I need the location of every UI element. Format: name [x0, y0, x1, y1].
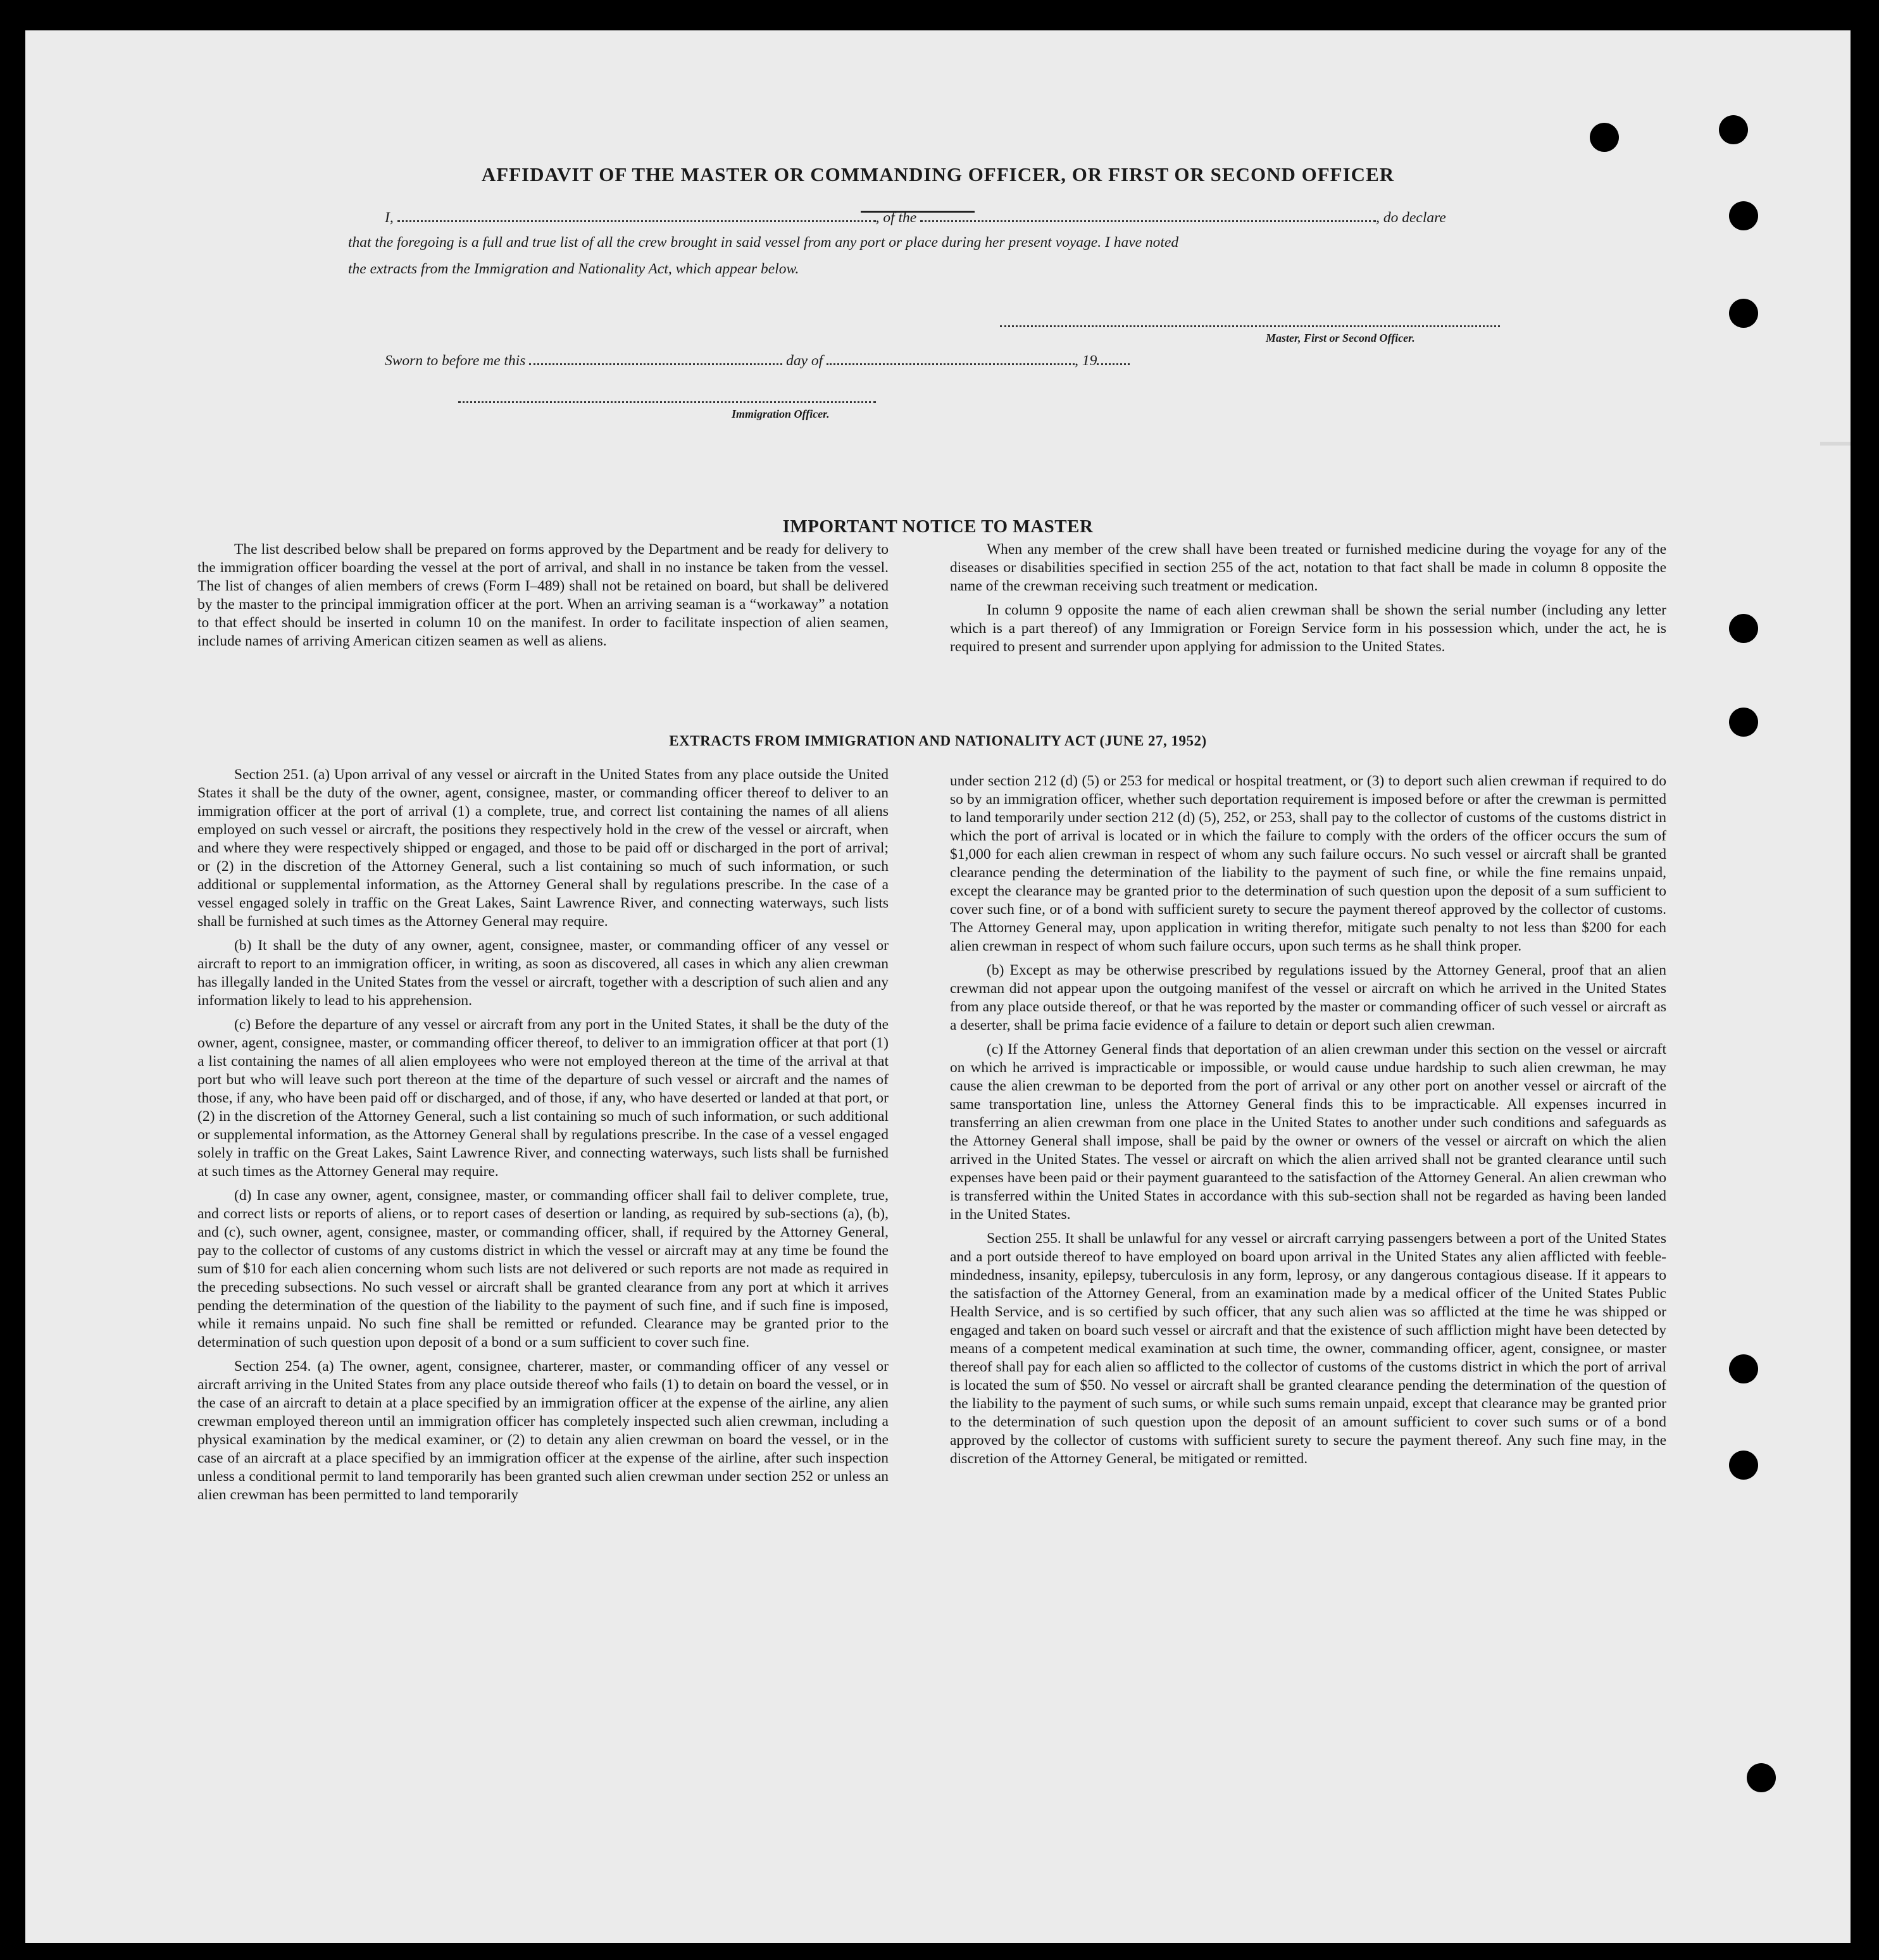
officer-signature-line[interactable] [458, 401, 876, 403]
sworn-month-field[interactable] [827, 352, 1075, 365]
year-label: , 19 [1075, 353, 1097, 369]
act-paragraph: Section 255. It shall be unlawful for any vessel or aircraft carrying passengers between a port of the United States and a port outside thereof to have employed on board upon arrival in the United States any alien afflicted with feeble-mindedness, insanity, epilepsy, tuberculosis in any form, leprosy, or any dangerous contagious disease. If it appears to the satisfaction of the Attorney General, from an examination made by a medical officer of the United States Public Health Service, and is so certified by such officer, that any such alien was so afflicted at the time he was shipped or engaged and taken on board such vessel or aircraft and that the existence of such affliction might have been detected by means of a competent medical examination at such time, the owner, commanding officer, agent, consignee, or master thereof shall pay for each alien so afflicted to the collector of customs of the customs district in which the port of arrival is located the sum of $50. No vessel or aircraft shall be granted clearance pending the determination of the question of the liability to the payment of such sums, or while such sums remain unpaid, except that clearance may be granted prior to the determination of such question upon the deposit of an amount sufficient to cover such sums or of a bond approved by the collector of customs with sufficient surety to secure the payment thereof. Any such fine may, in the discretion of the Attorney General, be mitigated or remitted. [950, 1230, 1666, 1467]
act-paragraph: Section 251. (a) Upon arrival of any vessel or aircraft in the United States from any place outside the United States it shall be the duty of the owner, agent, consignee, master, or commanding officer thereof to deliver to an immigration officer at the port of arrival (1) a complete, true, and correct list containing the names of all aliens employed on such vessel or aircraft, the positions they respectively hold in the crew of the vessel or aircraft, when and where they were respectively shipped or engaged, and those to be paid off or discharged in the port of arrival; or (2) in the discretion of the Attorney General, such a list containing so much of such information, or such additional or supplemental information, as the Attorney General shall by regulations prescribe. In the case of a vessel engaged solely in traffic on the Great Lakes, Saint Lawrence River, and connecting waterways, such lists shall be furnished at such times as the Attorney General may require. [197, 766, 889, 930]
declarant-line [385, 209, 1519, 227]
extracts-left-column [197, 766, 889, 1510]
binder-hole [1729, 1354, 1758, 1383]
day-of-label: day of [786, 353, 823, 369]
notice-title: IMPORTANT NOTICE TO MASTER [782, 516, 1094, 537]
act-paragraph: under section 212 (d) (5) or 253 for medical or hospital treatment, or (3) to deport such alien crewman if required to do so by an immigration officer, whether such deportation requirement is imposed before or after the crewman is permitted to land temporarily under section 212 (d) (5), 252, or 253, shall pay to the collector of customs of the customs district in which the port of arrival is located or in which the failure to comply with the orders of the officer occurs the sum of $1,000 for each alien crewman in respect of whom any such failure occurs. No such vessel or aircraft shall be granted clearance pending the determination of the liability to the payment of such fine, or while the fine remains unpaid, except the clearance may be granted prior to the determination of such question upon the deposit of a sum sufficient to cover such fine, or of a bond with sufficient surety to secure the payment thereof approved by the collector of customs. The Attorney General may, upon application in writing therefor, mitigate such penalty to not less than $200 for each alien crewman in respect of whom such failure occurs, upon such terms as he shall think proper. [950, 773, 1666, 954]
master-signature-caption: Master, First or Second Officer. [1266, 332, 1415, 344]
binder-hole [1590, 123, 1619, 152]
act-paragraph: (d) In case any owner, agent, consignee, master, or commanding officer shall fail to deliver complete, true, and correct lists or reports of aliens, or to report cases of desertion or landing, as required by sub-sections (a), (b), and (c), such owner, agent, consignee, master, or commanding officer, shall, if required by the Attorney General, pay to the collector of customs of any customs district in which the vessel or aircraft may at any time be found the sum of $10 for each alien concerning whom such lists are not delivered or such reports are not made as required in the preceding subsections. No such vessel or aircraft shall be granted clearance from any port at which it arrives pending the determination of the question of the liability to the payment of such fine, and if such fine is imposed, while it remains unpaid. No such fine shall be remitted or refunded. Clearance may be granted prior to the determination of such question upon deposit of a bond or a sum sufficient to cover such fine. [197, 1187, 889, 1351]
edge-mark [1820, 442, 1851, 446]
act-paragraph: (b) Except as may be otherwise prescribed by regulations issued by the Attorney General, proof that an alien crewman did not appear upon the outgoing manifest of the vessel or aircraft on which he arrived in the United States from any place outside thereof, or that he was reported by the master or commanding officer of such vessel or aircraft as a deserter, shall be prima facie evidence of a failure to detain or deport such alien crewman. [950, 962, 1666, 1033]
act-paragraph: Section 254. (a) The owner, agent, consignee, charterer, master, or commanding officer of any vessel or aircraft arriving in the United States from any place outside thereof who fails (1) to detain on board the vessel, or in the case of an aircraft to detain at a place specified by an immigration officer at the expense of the airline, any alien crewman employed thereon until an immigration officer has completely inspected such alien crewman, including a physical examination by the medical examiner, or (2) to detain any alien crewman on board the vessel, or in the case of an aircraft at a place specified by an immigration officer at the expense of the airline, after such inspection unless a conditional permit to land temporarily has been granted such alien crewman under section 252 or unless an alien crewman has been permitted to land temporarily [197, 1358, 889, 1503]
master-signature-line[interactable] [1000, 325, 1500, 327]
act-paragraph: (c) If the Attorney General finds that deportation of an alien crewman under this section on the vessel or aircraft on which he arrived is impracticable or impossible, or would cause undue hardship to such alien crewman, he may cause the alien crewman to be deported from the port of arrival or any other port on another vessel or aircraft of the same transportation line, unless the Attorney General finds this to be impracticable. All expenses incurred in transferring an alien crewman from one place in the United States to another under such conditions and safeguards as the Attorney General shall impose, shall be paid by the owner or owners of the vessel or aircraft on which the alien arrived in the United States. The vessel or aircraft on which the alien arrived shall not be granted clearance until such expenses have been paid or their payment guaranteed to the satisfaction of the Attorney General. An alien crewman who is transferred within the United States in accordance with this sub-section shall not be regarded as having been landed in the United States. [950, 1041, 1666, 1223]
binder-hole [1719, 115, 1748, 144]
declaration-line-1: that the foregoing is a full and true list of all the crew brought in said vessel from any port or place during her present voyage. I have noted [348, 234, 1179, 251]
sworn-year-field[interactable] [1097, 352, 1130, 365]
binder-hole [1729, 201, 1758, 230]
do-declare-label: , do declare [1376, 209, 1446, 226]
extracts-right-column [950, 772, 1666, 1474]
notice-paragraph: When any member of the crew shall have been treated or furnished medicine during the voyage for any of the diseases or disabilities specified in section 255 of the act, notation to that fact shall be made in column 8 opposite the name of the crewman receiving such treatment or medication. [950, 541, 1666, 594]
binder-hole [1729, 299, 1758, 328]
notice-right-column [950, 540, 1666, 662]
notice-paragraph: In column 9 opposite the name of each alien crewman shall be shown the serial number (including any letter which is a part thereof) of any Immigration or Foreign Service form in his possession which, under the act, he is required to present and surrender upon applying for admission to the United States. [950, 602, 1666, 655]
sworn-line [385, 352, 1130, 370]
of-the-label: , of the [875, 209, 917, 226]
i-label: I, [385, 209, 394, 226]
binder-hole [1729, 1451, 1758, 1480]
sworn-day-field[interactable] [529, 352, 782, 365]
declaration-line-2: the extracts from the Immigration and Nationality Act, which appear below. [348, 261, 799, 277]
binder-hole [1747, 1763, 1776, 1792]
affidavit-title: AFFIDAVIT OF THE MASTER OR COMMANDING OFFICER, OR FIRST OR SECOND OFFICER [481, 163, 1395, 185]
notice-left-column [197, 540, 889, 656]
name-field[interactable] [397, 209, 876, 222]
sworn-label: Sworn to before me this [385, 353, 526, 369]
act-paragraph: (c) Before the departure of any vessel or aircraft from any port in the United States, it shall be the duty of the owner, agent, consignee, master, or commanding officer thereof, to deliver to an immigration officer at that port (1) a list containing the names of all alien employees who were not employed thereon at the time of the arrival at that port but who will leave such port thereon at the time of the departure of such vessel or aircraft and the names of those, if any, who have been paid off or discharged, and of those, if any, who have deserted or landed at that port, or (2) in the discretion of the Attorney General, such a list containing so much of such information, or such additional or supplemental information, as the Attorney General shall by regulations prescribe. In the case of a vessel engaged solely in traffic on the Great Lakes, Saint Lawrence River, and connecting waterways, such lists shall be furnished at such times as the Attorney General may require. [197, 1016, 889, 1180]
extracts-title: EXTRACTS FROM IMMIGRATION AND NATIONALITY ACT (JUNE 27, 1952) [669, 733, 1207, 749]
notice-paragraph: The list described below shall be prepared on forms approved by the Department and be ready for delivery to the immigration officer boarding the vessel at the port of arrival, and shall in no instance be taken from the vessel. The list of changes of alien members of crews (Form I–489) shall not be retained on board, but shall be delivered by the master to the principal immigration officer at the port. When an arriving seaman is a “workaway” a notation to that effect should be inserted in column 10 on the manifest. In order to facilitate inspection of alien seamen, include names of arriving American citizen seamen as well as aliens. [197, 541, 889, 649]
vessel-field[interactable] [920, 209, 1376, 222]
act-paragraph: (b) It shall be the duty of any owner, agent, consignee, master, or commanding officer of any vessel or aircraft to report to an immigration officer, in writing, as soon as discovered, all cases in which any alien crewman has illegally landed in the United States from the vessel or aircraft, together with a description of such alien and any information likely to lead to his apprehension. [197, 937, 889, 1009]
document-page [25, 30, 1851, 1943]
binder-hole [1729, 614, 1758, 643]
officer-signature-caption: Immigration Officer. [732, 408, 830, 420]
